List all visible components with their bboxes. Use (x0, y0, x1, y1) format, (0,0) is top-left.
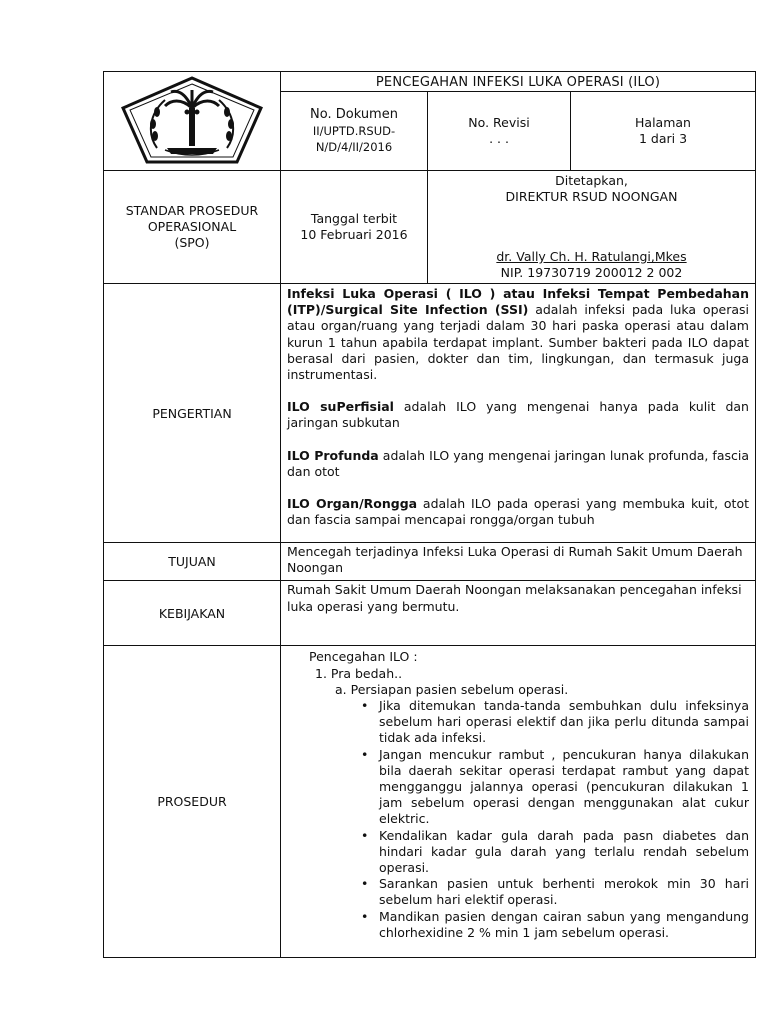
list-item (357, 828, 749, 877)
bullet-text: Jangan mencukur rambut , pencukuran hanya dilakukan bila daerah sekitar operasi terdapat rambut yang dapat mengganggu jalannya operasi (pencukuran dilakukan 1 jam sebelum operasi dengan menggunakan alat cukur elektric. (379, 746, 749, 827)
tujuan-text: Mencegah terjadinya Infeksi Luka Operasi di Rumah Sakit Umum Daerah Noongan (281, 543, 756, 581)
spo-label-line3: (SPO) (174, 235, 210, 250)
revisi-value: . . . (489, 131, 509, 146)
signature-cell (428, 171, 756, 284)
pengertian-term-profunda: ILO Profunda (287, 447, 379, 463)
tujuan-label: TUJUAN (104, 543, 281, 581)
tanggal-value: 10 Februari 2016 (300, 227, 408, 242)
bullet-icon: • (361, 908, 369, 924)
revisi-label: No. Revisi (468, 115, 530, 130)
pengertian-term-ilo: Infeksi Luka Operasi ( ILO ) atau Infeksi Tempat Pembedahan (ITP)/Surgical Site Infection (SSI) (287, 286, 749, 318)
pengertian-paragraph-4 (287, 496, 749, 528)
bullet-icon: • (361, 746, 369, 762)
signer-nip: NIP. 19730719 200012 2 002 (500, 265, 683, 280)
prosedur-content (281, 646, 756, 958)
bullet-icon: • (361, 827, 369, 843)
spo-document (103, 71, 755, 958)
pengertian-text-4: adalah ILO pada operasi yang membuka kuit, otot dan fascia sampai mencapai rongga/organ tubuh (287, 496, 750, 528)
bullet-text: Kendalikan kadar gula darah pada pasn diabetes dan hindari kadar gula darah yang terlalu rendah sebelum operasi. (379, 827, 749, 876)
spo-label-line2: OPERASIONAL (147, 219, 237, 234)
pengertian-text-1: adalah infeksi pada luka operasi atau organ/ruang yang terjadi dalam 30 hari paska operasi atau dalam kurun 1 tahun apabila terdapat implant. Sumber bakteri pada ILO dapat berasal dari pasien, dokter dan tim, lingkungan, dan termasuk juga instrumentasi. (287, 302, 749, 383)
list-item (357, 747, 749, 828)
ditetapkan-text: Ditetapkan, (555, 173, 628, 188)
spo-label-line1: STANDAR PROSEDUR (125, 203, 259, 218)
document-title: PENCEGAHAN INFEKSI LUKA OPERASI (ILO) (281, 72, 756, 92)
kebijakan-label: KEBIJAKAN (104, 581, 281, 646)
bullet-text: Jika ditemukan tanda-tanda sembuhkan dulu infeksinya sebelum hari operasi elektif dan jika perlu ditunda sampai tidak ada infeksi. (379, 698, 749, 746)
halaman-value: 1 dari 3 (638, 131, 688, 146)
dokumen-cell (281, 92, 428, 171)
prosedur-label: PROSEDUR (104, 646, 281, 958)
prosedur-step-1a: a. Persiapan pasien sebelum operasi. (335, 681, 569, 697)
prosedur-step-1: 1. Pra bedah.. (315, 665, 403, 681)
kebijakan-text: Rumah Sakit Umum Daerah Noongan melaksanakan pencegahan infeksi luka operasi yang bermutu. (281, 581, 756, 646)
list-item (357, 876, 749, 908)
spo-label-cell (104, 171, 281, 284)
pengertian-paragraph-3 (287, 448, 749, 480)
pengertian-term-organ: ILO Organ/Rongga (287, 496, 418, 512)
prosedur-heading: Pencegahan ILO : (309, 649, 418, 665)
pengertian-text-3: adalah ILO yang mengenai jaringan lunak profunda, fascia dan otot (287, 447, 749, 479)
bullet-text: Mandikan pasien dengan cairan sabun yang mengandung chlorhexidine 2 % min 1 jam sebelum operasi. (379, 908, 749, 940)
bullet-icon: • (361, 698, 369, 714)
pengertian-paragraph-2 (287, 399, 749, 431)
direktur-title: DIREKTUR RSUD NOONGAN (505, 189, 678, 204)
tanggal-terbit-cell (281, 171, 428, 284)
pengertian-paragraph-1 (287, 286, 749, 383)
tanggal-label: Tanggal terbit (310, 211, 398, 226)
bullet-icon: • (361, 876, 369, 892)
halaman-label: Halaman (635, 115, 691, 130)
list-item (357, 698, 749, 747)
signer-name: dr. Vally Ch. H. Ratulangi,Mkes (496, 249, 687, 264)
hospital-emblem-logo (117, 74, 267, 166)
dokumen-value-2: N/D/4/II/2016 (315, 140, 393, 154)
pengertian-label: PENGERTIAN (104, 284, 281, 543)
spo-table (103, 71, 756, 958)
pengertian-text-2: adalah ILO yang mengenai hanya pada kulit dan jaringan subkutan (287, 399, 749, 431)
dokumen-value-1: II/UPTD.RSUD- (312, 124, 396, 138)
list-item (357, 909, 749, 941)
prosedur-bullet-list (287, 698, 749, 941)
logo-cell (104, 72, 281, 171)
pengertian-term-superfisial: ILO suPerfisial (287, 399, 394, 415)
revisi-cell (428, 92, 571, 171)
bullet-text: Sarankan pasien untuk berhenti merokok min 30 hari sebelum hari elektif operasi. (379, 876, 749, 908)
pengertian-content (281, 284, 756, 543)
dokumen-label: No. Dokumen (310, 107, 398, 122)
halaman-cell (571, 92, 756, 171)
